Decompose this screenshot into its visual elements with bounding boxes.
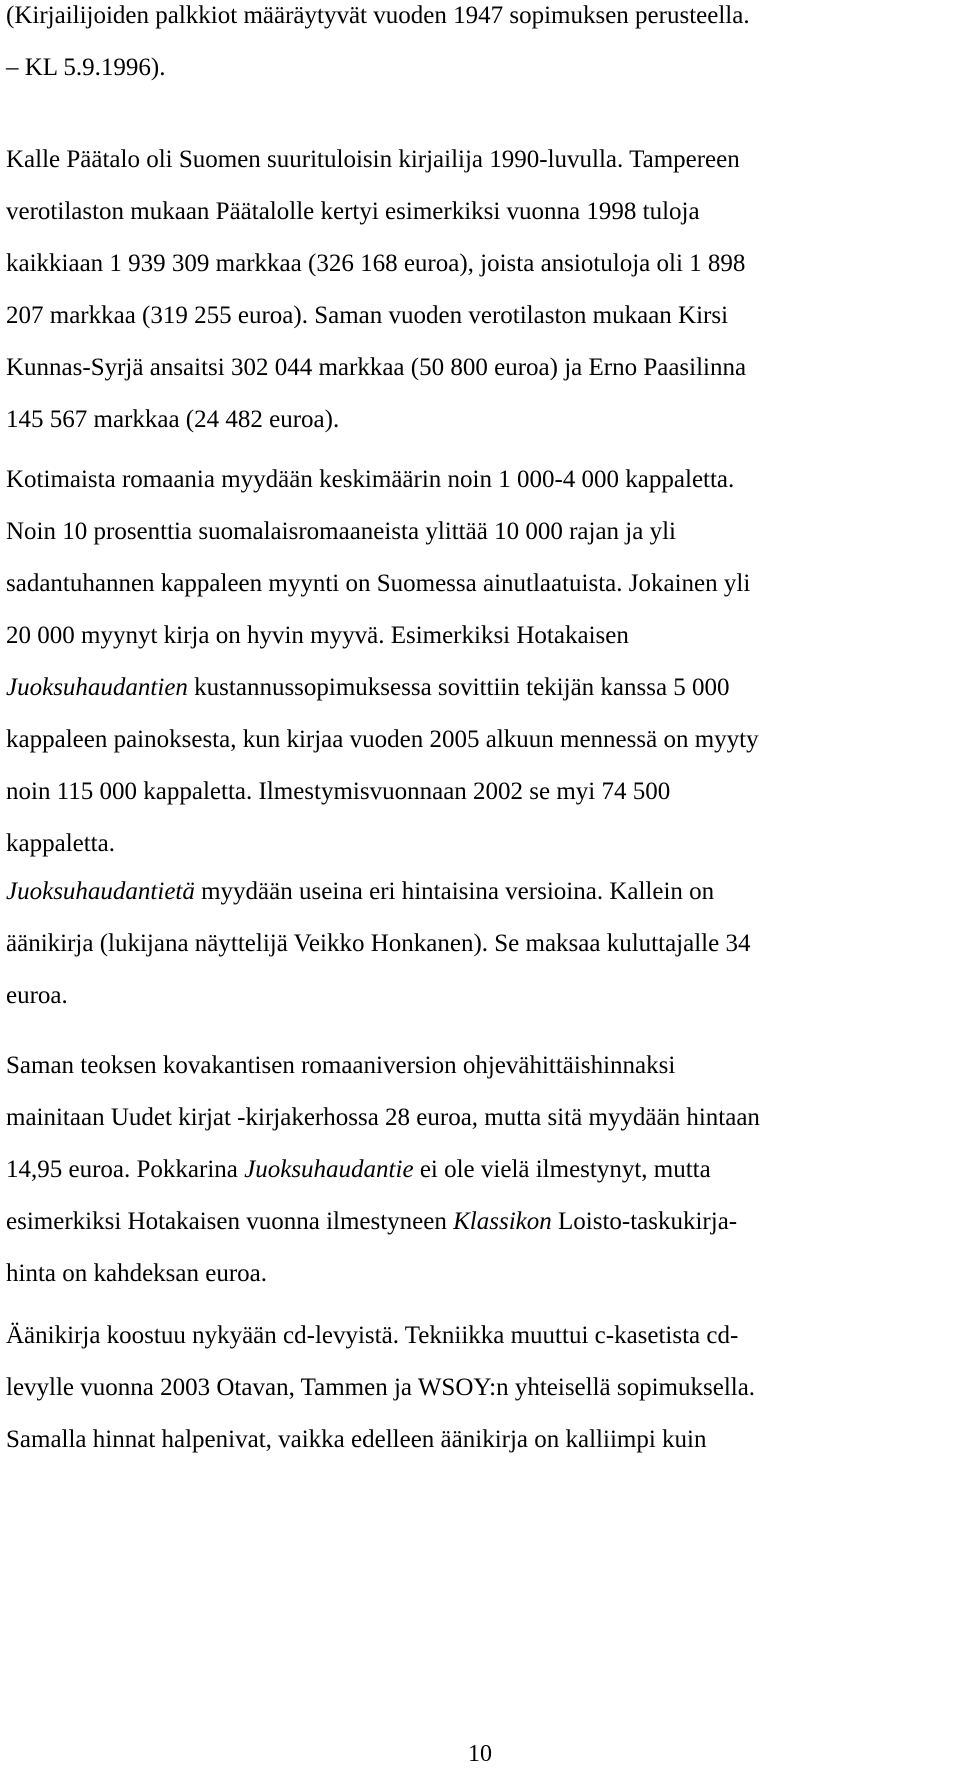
text-line <box>6 394 954 446</box>
text-run: 207 markkaa (319 255 euroa). Saman vuoden verotilaston mukaan Kirsi <box>6 302 729 329</box>
text-run: 145 567 markkaa (24 482 euroa). <box>6 406 340 433</box>
page-number: 10 <box>468 1741 492 1767</box>
text-line <box>6 454 954 506</box>
text-line <box>6 1040 954 1092</box>
italic-title: Juoksuhaudantietä <box>6 878 195 905</box>
text-run: Noin 10 prosenttia suomalaisromaaneista ylittää 10 000 rajan ja yli <box>6 518 676 545</box>
text-run: äänikirja (lukijana näyttelijä Veikko Honkanen). Se maksaa kuluttajalle 34 <box>6 930 751 957</box>
text-line <box>6 1414 954 1466</box>
italic-title: Klassikon <box>453 1208 552 1235</box>
text-line <box>6 918 954 970</box>
text-line <box>6 1248 954 1300</box>
text-line <box>6 970 954 1022</box>
text-run: mainitaan Uudet kirjat -kirjakerhossa 28 euroa, mutta sitä myydään hintaan <box>6 1104 760 1131</box>
text-run: 14,95 euroa. Pokkarina <box>6 1156 245 1183</box>
text-line <box>6 0 954 42</box>
text-run: noin 115 000 kappaletta. Ilmestymisvuonnaan 2002 se myi 74 500 <box>6 778 671 805</box>
text-run: hinta on kahdeksan euroa. <box>6 1260 268 1287</box>
text-run: levylle vuonna 2003 Otavan, Tammen ja WSOY:n yhteisellä sopimuksella. <box>6 1374 756 1401</box>
text-line <box>6 866 954 918</box>
paragraph-hardcover-price <box>6 1040 954 1300</box>
text-run: kustannussopimuksessa sovittiin tekijän kanssa 5 000 <box>187 674 730 701</box>
text-line <box>6 290 954 342</box>
text-run: Samalla hinnat halpenivat, vaikka edelleen äänikirja on kalliimpi kuin <box>6 1426 707 1453</box>
text-run: Kalle Päätalo oli Suomen suurituloisin kirjailija 1990-luvulla. Tampereen <box>6 146 740 173</box>
text-line <box>6 1362 954 1414</box>
text-run: kaikkiaan 1 939 309 markkaa (326 168 euroa), joista ansiotuloja oli 1 898 <box>6 250 746 277</box>
text-run: Loisto-taskukirja- <box>551 1208 738 1235</box>
text-run: 20 000 myynyt kirja on hyvin myyvä. Esimerkiksi Hotakaisen <box>6 622 629 649</box>
text-run: – KL 5.9.1996). <box>6 54 166 81</box>
text-line <box>6 1196 954 1248</box>
text-line <box>6 342 954 394</box>
text-line <box>6 506 954 558</box>
text-line <box>6 662 954 714</box>
text-run: Kunnas-Syrjä ansaitsi 302 044 markkaa (50 800 euroa) ja Erno Paasilinna <box>6 354 747 381</box>
text-run: esimerkiksi Hotakaisen vuonna ilmestyneen <box>6 1208 454 1235</box>
text-line <box>6 766 954 818</box>
text-line <box>6 186 954 238</box>
text-line <box>6 714 954 766</box>
text-run: kappaleen painoksesta, kun kirjaa vuoden 2005 alkuun mennessä on myyty <box>6 726 759 753</box>
text-line <box>6 1144 954 1196</box>
text-line <box>6 558 954 610</box>
paragraph-versions <box>6 866 954 1022</box>
text-line <box>6 1310 954 1362</box>
text-line <box>6 1092 954 1144</box>
text-run: ei ole vielä ilmestynyt, mutta <box>413 1156 711 1183</box>
paragraph-author-income <box>6 134 954 446</box>
text-run: sadantuhannen kappaleen myynti on Suomessa ainutlaatuista. Jokainen yli <box>6 570 751 597</box>
italic-title: Juoksuhaudantien <box>6 674 188 701</box>
text-run: Saman teoksen kovakantisen romaaniversion ohjevähittäishinnaksi <box>6 1052 676 1079</box>
text-line <box>6 610 954 662</box>
italic-title: Juoksuhaudantie <box>244 1156 414 1183</box>
text-run: myydään useina eri hintaisina versioina. Kallein on <box>194 878 715 905</box>
text-line <box>6 238 954 290</box>
paragraph-novel-sales <box>6 454 954 870</box>
text-line <box>6 818 954 870</box>
text-run: verotilaston mukaan Päätalolle kertyi esimerkiksi vuonna 1998 tuloja <box>6 198 700 225</box>
text-run: kappaletta. <box>6 830 115 857</box>
paragraph-audiobook <box>6 1310 954 1466</box>
text-run: Kotimaista romaania myydään keskimäärin noin 1 000-4 000 kappaletta. <box>6 466 735 493</box>
text-line <box>6 42 954 94</box>
text-run: (Kirjailijoiden palkkiot määräytyvät vuoden 1947 sopimuksen perusteella. <box>6 2 750 29</box>
paragraph-fee-note <box>6 0 954 94</box>
text-run: euroa. <box>6 982 68 1009</box>
text-line <box>6 134 954 186</box>
text-run: Äänikirja koostuu nykyään cd-levyistä. Tekniikka muuttui c-kasetista cd- <box>6 1322 739 1349</box>
